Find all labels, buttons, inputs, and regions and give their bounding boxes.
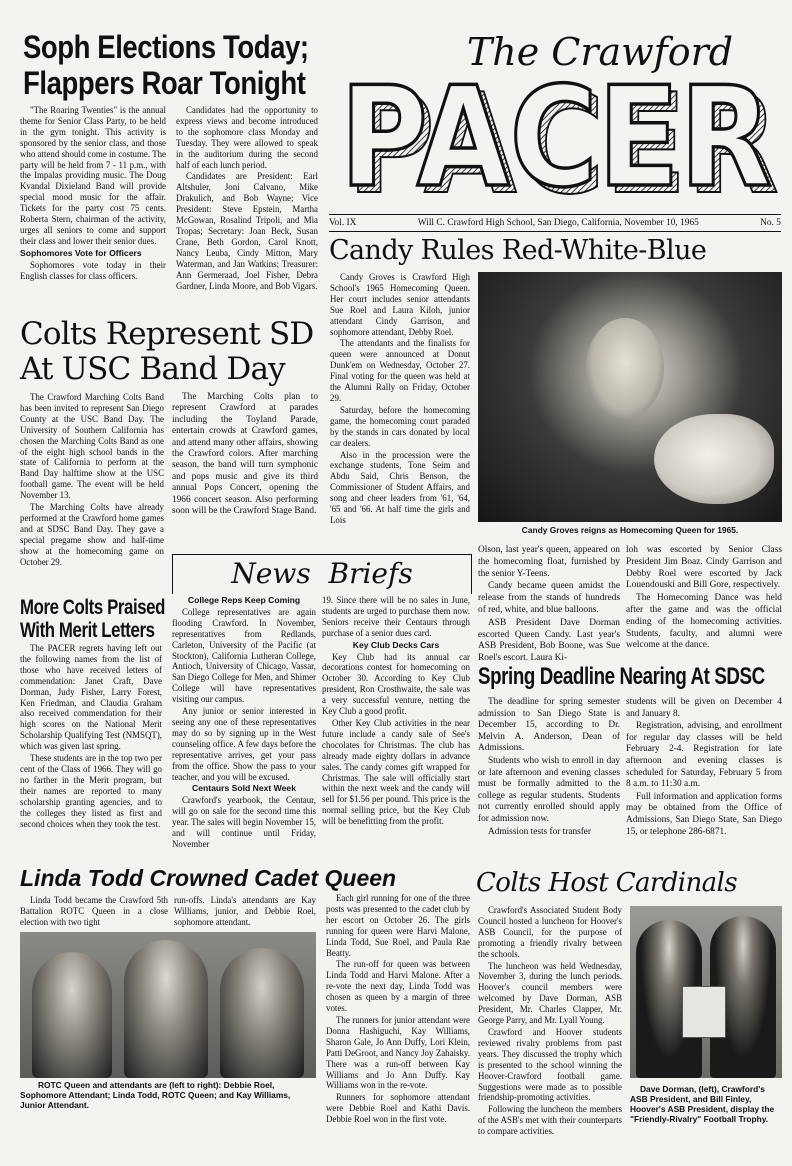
soph-col1-p1: "The Roaring Twenties" is the annual theme for Senior Class Party, to be held in the gym tonight. This activity is sponsored by the senior class, and those who attend should come in costume. The party will be held from 7 - 11 p.m., with the Impalas providing music. The Doug Kvandal Dixieland Band will provide special mood music for the affair. Tickets for the party cost 75 cents. Roberta Stern, chairman of the activity, urges all seniors to come and support their class and lower their senior dues. [20,105,166,246]
linda-c1-p1: Linda Todd became the Crawford 5th Battalion ROTC Queen in a close election with two tight [20,895,168,927]
linda-headline: Linda Todd Crowned Cadet Queen [20,865,397,891]
linda-c3-p2: The run-off for queen was between Linda Todd and Harvi Malone. After a re-vote the next day, Linda Todd was chosen as queen by a margin of three votes. [326,959,470,1014]
colts-sd-col1 [20,392,164,582]
candy-p1: Candy Groves is Crawford High School's 1965 Homecoming Queen. Her court includes senior attendants Sue Roel and Laura Kiloh, junior attendant Cindy Garrison, and sophomore attendant, Debby Roel. [330,272,470,337]
merit-p2: These students are in the top two per cent of the Class of 1966. They will go no farther in the Merit program, but their names are reported to many scholarship granting agencies, and to the colleges they listed as first and second choices when they took the test. [20,753,162,829]
cardinals-caption: Dave Dorman, (left), Crawford's ASB President, and Bill Finley, Hoover's ASB President, display the "Friendly-Rivalry" Football Trophy. [630,1084,775,1124]
candy-cont2-p1: loh was escorted by Senior Class President Jim Boaz. Cindy Garrison and Debby Roel were escorted by Jack Louendouski and Bill Gore, respectively. [626,545,782,591]
linda-photo-girl-left [32,952,112,1078]
candy-cont1 [478,545,620,664]
linda-col2 [174,895,316,931]
candy-cont2 [626,545,782,657]
news-c2-p2: Key Club had its annual car decorations contest for homecoming on October 30. According to Key Club president, Ron Crosthwaite, the sale was a very successful venture, netting the Key Club a good profit. [322,651,470,717]
linda-photo-girl-right [220,948,304,1078]
soph-col2 [176,105,318,335]
news-c1-p1: College representatives are again flooding Crawford. In November, representatives from Redlands, Carleton, University of the Pacific (at Stockton), California Lutheran College, Antioch, University of Chicago, Vassar, San Diego College for Men, and Shimer College will have representatives visiting our campus. [172,606,316,705]
masthead-info-line [329,216,781,230]
candy-photo-face [586,318,664,418]
spring-headline: Spring Deadline Nearing At SDSC [478,663,765,690]
candy-cont1-p2: Candy became queen amidst the release from the stands of hundreds of red, white, and blue balloons. [478,581,620,615]
briefs-word: Briefs [328,557,413,590]
colts-sd-col1-p2: The Marching Colts have already performed at the Crawford home games and at SDSC Band Day. They gave a special pregame show and half-time show at the homecoming game on October 29. [20,502,164,567]
candy-p4: Also in the procession were the exchange students, Tone Seim and Abdu Said, Chris Benson, the Commissioner of Student Affairs, and song and cheer leaders from '61, '64, '65 and '66. At half time the girls and Lois [330,449,470,525]
pacer-logo-text: PACER [340,72,772,200]
candy-photo-bouquet [654,414,774,504]
news-sub-college: College Reps Keep Coming [187,595,301,605]
news-col1 [172,595,316,865]
soph-col2-p1: Candidates had the opportunity to express views and become introduced to the sophomore class Monday and Tuesday. They were allowed to speak in the auditorium during the second half of each lunch period. [176,105,318,170]
colts-sd-headline-2: At USC Band Day [20,351,285,387]
spring-col2 [626,697,782,862]
cardinals-photo [630,906,782,1078]
colts-sd-col1-p1: The Crawford Marching Colts Band has been invited to represent San Diego County at the USC Band Day. The University of Southern California has chosen the Marching Colts Band as one of the eight high school bands in the state of California to perform at the Band Day halftime show at the USC football game. The event will be held November 13. [20,392,164,501]
merit-col [20,643,162,853]
cardinals-col [478,905,622,1150]
news-c2-p1: 19. Since there will be no sales in June, students are urged to purchase them now. Seniors receive their Centaurs through purchase of a senior dues card. [322,595,470,638]
school-date-line: Will C. Crawford High School, San Diego, California, November 10, 1965 [417,218,699,228]
linda-col1 [20,895,168,931]
linda-caption: ROTC Queen and attendants are (left to right): Debbie Roel, Sophomore Attendant; Linda Todd, ROTC Queen; and Kay Williams, Junior Attendant. [20,1080,291,1110]
spring-c2-p1: students will be given on December 4 and January 8. [626,697,782,719]
merit-headline-1: More Colts Praised [20,596,165,619]
cardinals-p1: Crawford's Associated Student Body Council hosted a luncheon for Hoover's ASB Council, for the purpose of promoting a friendly rivalry between the schools. [478,905,622,959]
candy-cont1-p3: ASB President Dave Dorman escorted Queen Candy. Last year's ASB President, Bob Boone, was Sue Roel's escort. Laura Ki- [478,617,620,664]
cardinals-photo-trophy [682,986,726,1038]
news-sub-keyclub: Key Club Decks Cars [352,639,440,650]
spring-c1-p1: The deadline for spring semester admission to San Diego State is December 15, according to Dr. Melvin A. Anderson, Dean of Admissions. [478,697,620,754]
soph-subhead: Sophomores Vote for Officers [20,247,142,258]
spring-c1-p3: Admission tests for transfer [488,826,592,837]
pacer-logo-shadow: PACER [347,72,779,200]
news-c1-p2: Any junior or senior interested in seeing any one of these representatives may do so by signing up in the West counseling office. A few days before the representative arrives, get your pass from the office. Show the pass to your teacher, and you will be excused. [172,706,316,782]
spring-c1-p2: Students who wish to enroll in day or late afternoon and evening classes must be formally admitted to the college as regular students. Students not currently enrolled should apply for admission now. [478,755,620,824]
candy-cont2-p2: The Homecoming Dance was held after the game and was the official ending of the homecoming activities. Students, faculty, and alumni were welcome at the dance. [626,593,782,651]
colts-sd-col2-p1: The Marching Colts plan to represent Crawford at parades including the Toyland Parade, entertain crowds at Crawford games, and attend many other affairs, showing the Crawford colors. After marching season, the band will turn symphonic and pops music and give its third annual Pops Concert, opening the 1966 concert season. Also performing soon will be the Crawford Stage Band. [172,392,318,517]
soph-col2-p2: Candidates are President: Earl Altshuler, Joni Calvano, Mike Drakulich, and Bob Wayne; Vice President: Steve Epstein, Martha McGowan, Rosalind Tripoli, and Mia Tropas; Secretary: Joan Beck, Susan Crane, Beth Gordon, Carol Knott, Nancy Leuba, Cindy Mitton, Mary Waterman, and Jan Watkins; Treasurer: Ann Germeraad, Joel Fisher, Debra Gardner, Linda Moore, and Bob Vigars. [176,171,318,291]
spring-c2-p3: Full information and application forms may be obtained from the Office of Admissions, San Diego State, San Diego 15, or telephone 286-6871. [626,791,782,837]
colts-sd-headline-1: Colts Represent SD [20,316,314,352]
merit-p1: The PACER regrets having left out the following names from the list of those who have received letters of commendation: Janet Craft, Dave Dorman, Judy Fisher, Larry Forest, Ken Friedman, and Claudia Graham also received commendation for their high scores on the National Merit Scholarship Qualifying Test (NMSQT), which was given last spring. [20,643,162,752]
candy-p2: The attendants and the finalists for queen were announced at Donut Dunk'em on Wednesday, October 27. Final voting for the queen was held at the Alumni Rally on Friday, October 29. [330,338,470,403]
candy-headline: Candy Rules Red-White-Blue [329,235,707,266]
candy-col [330,272,470,564]
linda-photo [20,932,316,1078]
masthead-the-crawford: The Crawford [466,30,734,74]
linda-c2-p1: run-offs. Linda's attendants are Kay Williams, junior, and Debbie Roel, sophomore attendant. [174,895,316,927]
news-sub-centaurs: Centaurs Sold Next Week [192,783,296,794]
cardinals-p4: Following the luncheon the members of the ASB's met with their counterparts to compare activities. [478,1104,622,1137]
masthead-rule-bottom [329,231,781,232]
news-briefs-headline [172,558,472,590]
linda-c3-p1: Each girl running for one of the three posts was presented to the cadet club by her escort on October 26. The girls running for queen were Harvi Malone, Linda Todd, Sue Roel, and Paula Rae Beatty. [326,893,470,958]
cardinals-headline: Colts Host Cardinals [476,868,737,898]
candy-p3: Saturday, before the homecoming game, the homecoming court paraded by the stands in cars donated by local car dealers. [330,404,470,448]
news-col2 [322,595,470,865]
candy-cont1-p1: Olson, last year's queen, appeared on the homecoming float, furnished by the senior Y-Teens. [478,545,620,579]
spring-col1 [478,697,620,862]
spring-c2-p2: Registration, advising, and enrollment for regular day classes will be held February 2-4. Registration for late afternoon and evening classes is scheduled for Saturday, February 5 from 8 a.m. to 11:30 a.m. [626,721,782,790]
linda-photo-girl-center [124,940,208,1078]
issue-number: No. 5 [760,218,781,228]
linda-c3-p3: The runners for junior attendant were Donna Hashiguchi, Kay Williams, Sharon Gale, Jo Ann Duffy, Lori Klein, Patti DeGroot, and Nancy Joy Zahaisky. There was a run-off between Kay Williams and Jo Ann Duffy. Kay Williams won in the re-vote. [326,1014,470,1091]
merit-headline-2: With Merit Letters [20,619,155,642]
soph-headline-1: Soph Elections Today; [23,29,309,65]
linda-col3 [326,893,470,1155]
volume-number: Vol. IX [329,218,357,228]
soph-col1 [20,105,166,335]
candy-caption: Candy Groves reigns as Homecoming Queen for 1965. [521,525,739,535]
news-word: News [231,557,311,590]
linda-c3-p4: Runners for sophomore attendant were Debbie Roel and Kathi Davis. Debbie Roel won in the first vote. [326,1092,470,1125]
cardinals-p3: Crawford and Hoover students reviewed rivalry problems from past years. They discussed the trophy which is presented to the school winning the Hoover-Crawford football game. Suggestions were made as to possible friendship-promoting activities. [478,1026,622,1103]
candy-photo [478,272,782,522]
soph-headline-2: Flappers Roar Tonight [23,65,306,101]
colts-sd-col2 [172,392,318,542]
masthead-pacer-logo [330,72,785,200]
news-c1-p3: Crawford's yearbook, the Centaur, will go on sale for the second time this year. The sales will begin November 15, and will continue until Friday, November [172,795,316,849]
masthead-rule-top [329,214,781,215]
news-c2-p3: Other Key Club activities in the near future include a candy sale of See's chocolates for Christmas. The club has already made eighty dollars in advance sales. The candy comes gift wrapped for Christmas. The sale will officially start within the next week and the candy will sell for $1.56 per pound. This price is the normal selling price, but the Key Club will be benefitting from the profit. [322,717,470,827]
cardinals-p2: The luncheon was held Wednesday, November 3, during the lunch periods. Hoover's council members were welcomed by Dave Dorman, ASB President, Mr. Charles Clapper, Mr. George Parry, and Mr. Lyall Young. [478,960,622,1026]
soph-col1-p2: Sophomores vote today in their English classes for class officers. [20,259,166,281]
